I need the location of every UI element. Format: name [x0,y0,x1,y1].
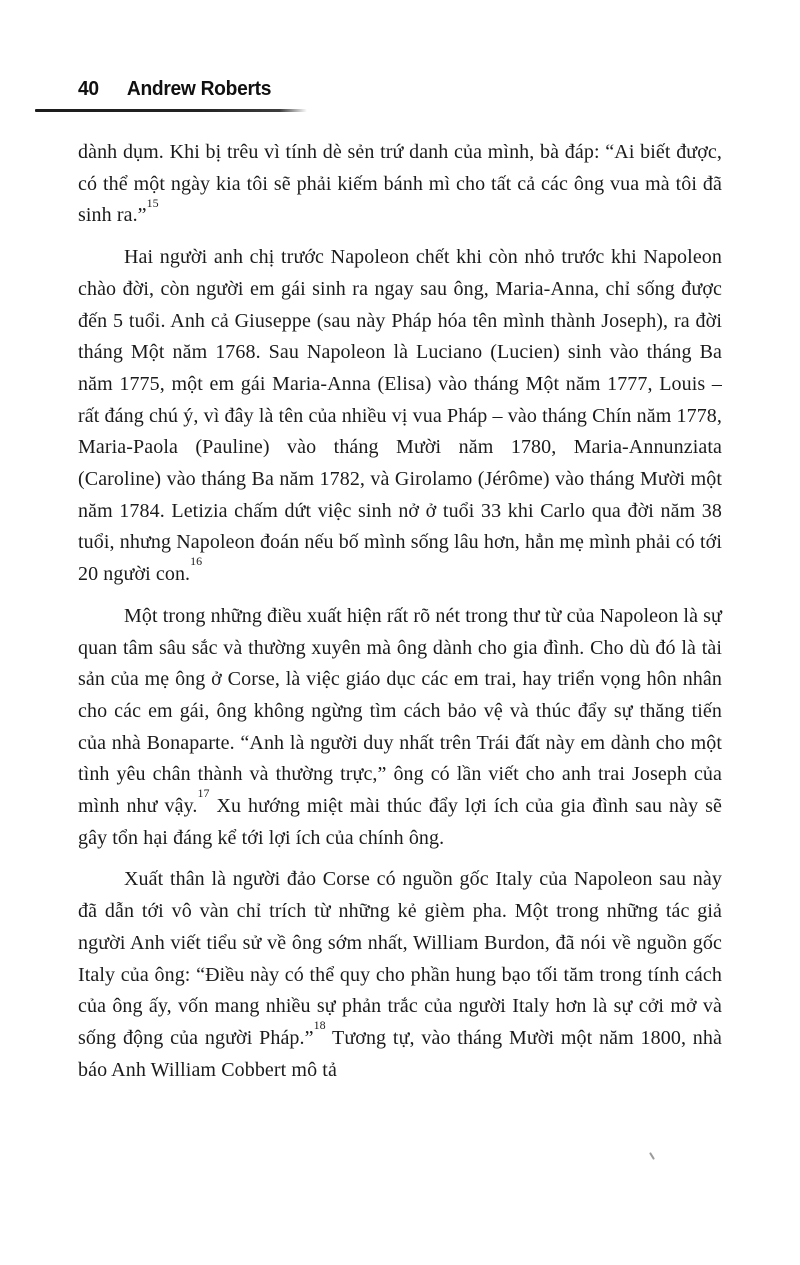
footnote-ref: 15 [146,195,159,210]
paragraph-text: Tương tự, vào tháng Mười một năm 1800, nhà báo Anh William Cobbert mô tả [78,1026,722,1081]
footnote-ref: 18 [313,1018,326,1033]
paragraph-text: Xu hướng miệt mài thúc đẩy lợi ích của gia đình sau này sẽ gây tổn hại đáng kể tới lợi ích của chính ông. [78,795,723,849]
paragraph-text: dành dụm. Khi bị trêu vì tính dè sẻn trứ danh của mình, bà đáp: “Ai biết được, có thể một ngày kia tôi sẽ phải kiếm bánh mì cho tất cả các ông vua mà tôi đã sinh ra.” [78,141,722,227]
page-number: 40 [78,78,99,100]
paragraph [78,601,722,855]
paragraph-text: Xuất thân là người đảo Corse có nguồn gốc Italy của Napoleon sau này đã dẫn tới vô vàn chỉ trích từ những kẻ gièm pha. Một trong những tác giả người Anh viết tiểu sử về ông sớm nhất, William Burdon, đã nói về nguồn gốc Italy của ông: “Điều này có thể quy cho phần hung bạo tối tăm trong tính cách của ông ấy, vốn mang nhiều sự phản trắc của người Italy hơn là sự cởi mở và sống động của người Pháp.” [78,868,722,1049]
scan-artifact-speck [649,1152,655,1160]
page-body [78,137,722,1086]
paragraph [78,864,722,1086]
running-head [78,78,271,101]
footnote-ref: 17 [197,786,210,801]
paragraph [78,242,722,591]
running-title: Andrew Roberts [126,78,272,100]
footnote-ref: 16 [190,554,203,569]
paragraph [78,137,722,232]
paragraph-text: Hai người anh chị trước Napoleon chết khi còn nhỏ trước khi Napoleon chào đời, còn người em gái sinh ra ngay sau ông, Maria-Anna, chỉ sống được đến 5 tuổi. Anh cả Giuseppe (sau này Pháp hóa tên mình thành Joseph), ra đời tháng Một năm 1768. Sau Napoleon là Luciano (Lucien) sinh vào tháng Ba năm 1775, một em gái Maria-Anna (Elisa) vào tháng Một năm 1777, Louis – rất đáng chú ý, vì đây là tên của nhiều vị vua Pháp – vào tháng Chín năm 1778, Maria-Paola (Pauline) vào tháng Mười năm 1780, Maria-Annunziata (Caroline) vào tháng Ba năm 1782, và Girolamo (Jérôme) vào tháng Mười một năm 1784. Letizia chấm dứt việc sinh nở ở tuổi 33 khi Carlo qua đời năm 38 tuổi, nhưng Napoleon đoán nếu bố mình sống lâu hơn, hẳn mẹ mình phải có tới 20 người con. [78,246,722,586]
paragraph-text: Một trong những điều xuất hiện rất rõ nét trong thư từ của Napoleon là sự quan tâm sâu sắc và thường xuyên mà ông dành cho gia đình. Cho dù đó là tài sản của mẹ ông ở Corse, là việc giáo dục các em trai, hay triển vọng hôn nhân cho các em gái, ông không ngừng tìm cách bảo vệ và thúc đẩy sự thăng tiến của nhà Bonaparte. “Anh là người duy nhất trên Trái đất này em dành cho một tình yêu chân thành và thường trực,” ông có lần viết cho anh trai Joseph của mình như vậy. [78,604,722,818]
header-rule [35,109,307,112]
